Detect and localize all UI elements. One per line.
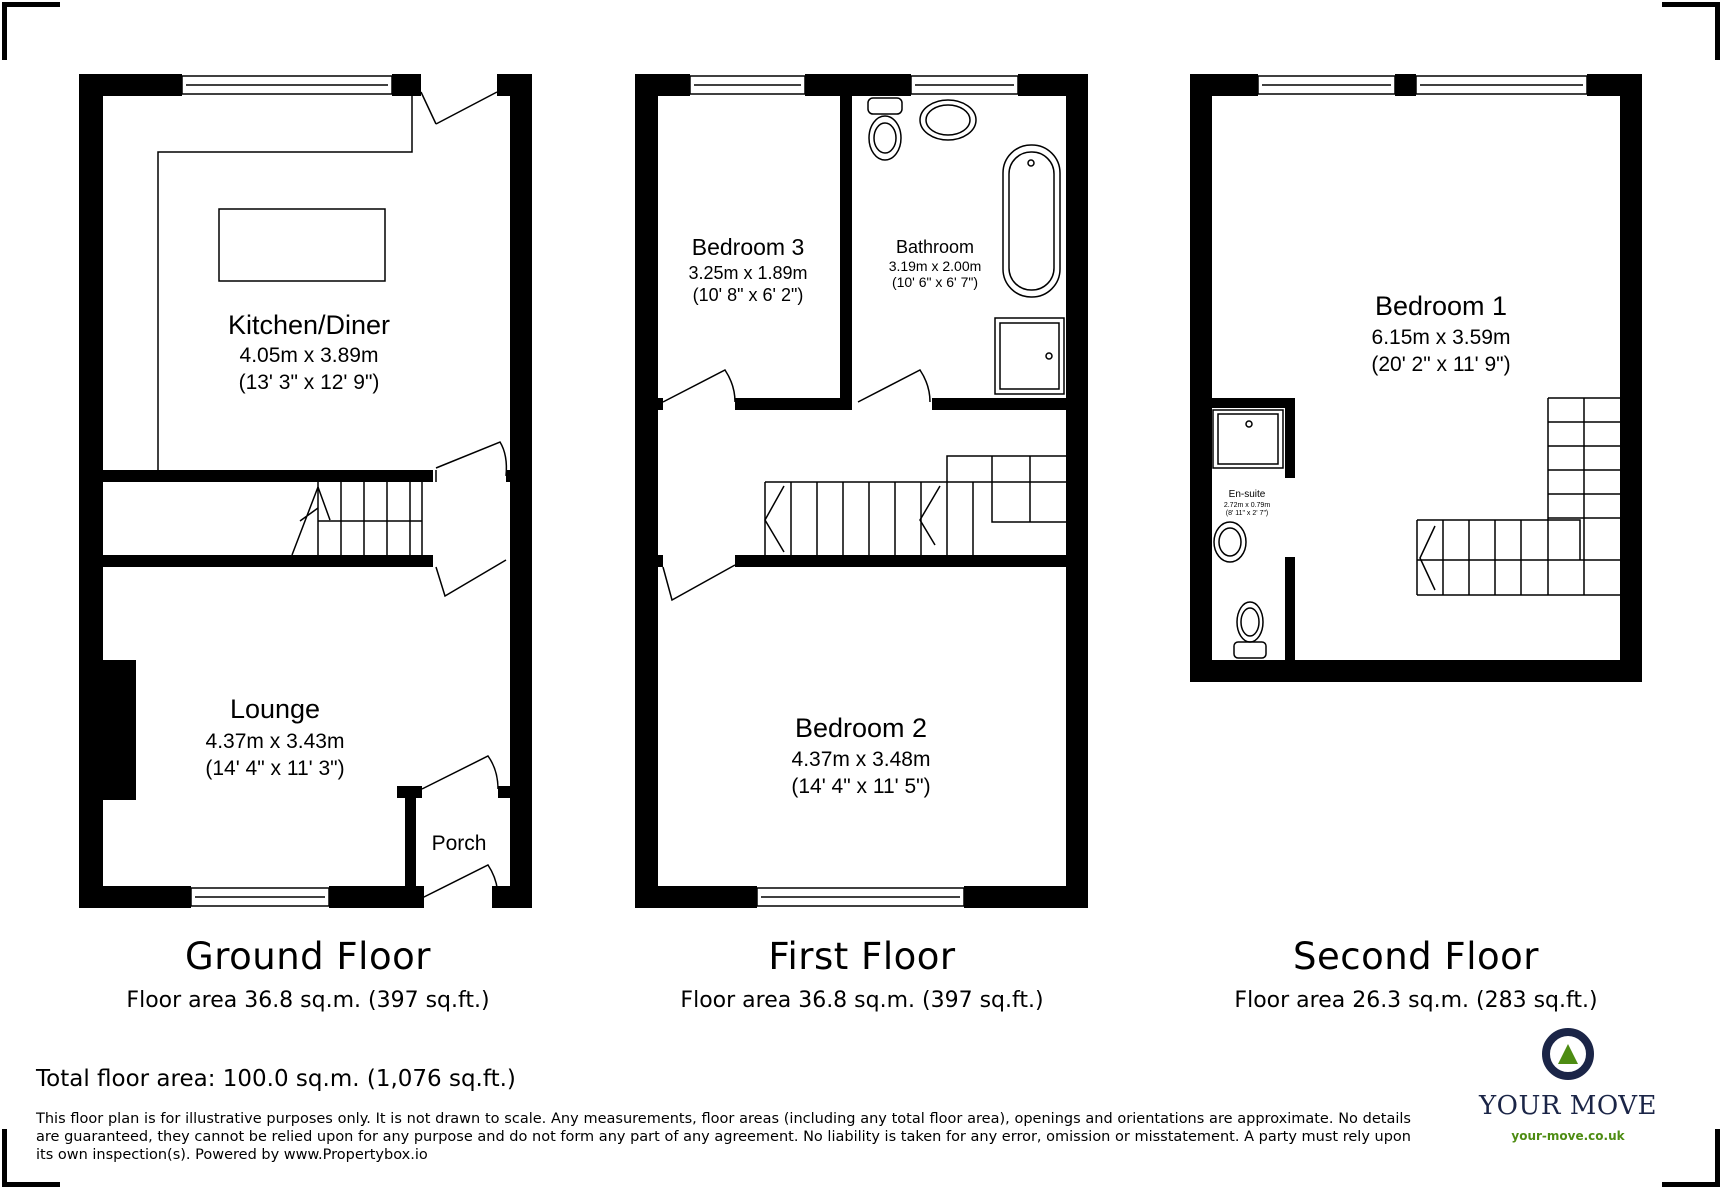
ground-floor-stairs	[292, 482, 422, 555]
room-name-bathroom: Bathroom	[895, 237, 975, 257]
ground-floor-windows	[182, 76, 392, 906]
room-imperial-bedroom-1: (20' 2" x 11' 9")	[1371, 353, 1511, 376]
second-floor-walls	[1190, 74, 1642, 682]
location-pin-icon	[1538, 1028, 1598, 1084]
room-imperial-bedroom-3: (10' 8" x 6' 2")	[692, 285, 804, 305]
second-floor-stairs	[1417, 398, 1620, 595]
room-name-porch: Porch	[431, 832, 487, 855]
room-imperial-bathroom: (10' 6" x 6' 7")	[891, 274, 979, 290]
room-name-bedroom-2: Bedroom 2	[794, 713, 928, 743]
first-floor-area: Floor area 36.8 sq.m. (397 sq.ft.)	[680, 988, 1044, 1013]
second-floor-plan	[1190, 74, 1642, 682]
room-metric-bathroom: 3.19m x 2.00m	[888, 258, 982, 274]
first-floor-title: First Floor	[768, 935, 956, 978]
room-name-lounge: Lounge	[229, 694, 321, 724]
disclaimer-text: This floor plan is for illustrative purposes only. It is not drawn to scale. Any measurements, floor areas (including any total floor area), openings and orientations are approximate. No details are guaranteed, they cannot be relied upon for any purpose and do not form any part of any agreement. No liability is taken for any error, omission or misstatement. A party must rely upon its own inspection(s). Powered by www.Propertybox.io	[36, 1111, 1411, 1163]
brand-name: YOUR MOVE	[1479, 1091, 1657, 1121]
room-metric-lounge: 4.37m x 3.43m	[205, 730, 345, 753]
room-metric-bedroom-1: 6.15m x 3.59m	[1371, 326, 1511, 349]
room-metric-bedroom-3: 3.25m x 1.89m	[688, 263, 808, 283]
room-metric-bedroom-2: 4.37m x 3.48m	[791, 748, 931, 771]
room-imperial-lounge: (14' 4" x 11' 3")	[205, 757, 345, 780]
ground-floor-title: Ground Floor	[185, 935, 431, 978]
first-floor-stairs	[765, 456, 1066, 555]
second-floor-area: Floor area 26.3 sq.m. (283 sq.ft.)	[1234, 988, 1598, 1013]
first-floor-labels	[688, 234, 981, 798]
first-floor-fixtures	[663, 98, 1066, 600]
room-name-bedroom-1: Bedroom 1	[1374, 291, 1508, 321]
ground-floor-area: Floor area 36.8 sq.m. (397 sq.ft.)	[126, 988, 490, 1013]
second-floor-fixtures	[1213, 398, 1620, 658]
first-floor-caption	[602, 935, 1122, 1013]
room-imperial-kitchen-diner: (13' 3" x 12' 9")	[238, 371, 380, 394]
brand-url: your-move.co.uk	[1511, 1129, 1625, 1143]
room-name-en-suite: En-suite	[1228, 489, 1266, 500]
room-name-kitchen-diner: Kitchen/Diner	[227, 310, 391, 340]
room-name-bedroom-3: Bedroom 3	[691, 234, 805, 260]
second-floor-title: Second Floor	[1293, 935, 1539, 978]
second-floor-windows	[1258, 76, 1587, 94]
room-metric-en-suite: 2.72m x 0.79m	[1223, 502, 1271, 509]
ground-floor-labels	[205, 310, 486, 855]
your-move-logo	[1478, 1028, 1658, 1143]
first-floor-plan	[635, 74, 1088, 908]
ground-floor-caption	[48, 935, 568, 1013]
ground-floor-walls	[79, 74, 532, 908]
room-imperial-bedroom-2: (14' 4" x 11' 5")	[791, 775, 931, 798]
second-floor-caption	[1156, 935, 1676, 1013]
room-metric-kitchen-diner: 4.05m x 3.89m	[239, 344, 379, 367]
room-imperial-en-suite: (8' 11" x 2' 7")	[1225, 510, 1269, 517]
total-floor-area: Total floor area: 100.0 sq.m. (1,076 sq.ft.)	[36, 1066, 516, 1092]
ground-floor-plan	[79, 74, 532, 908]
